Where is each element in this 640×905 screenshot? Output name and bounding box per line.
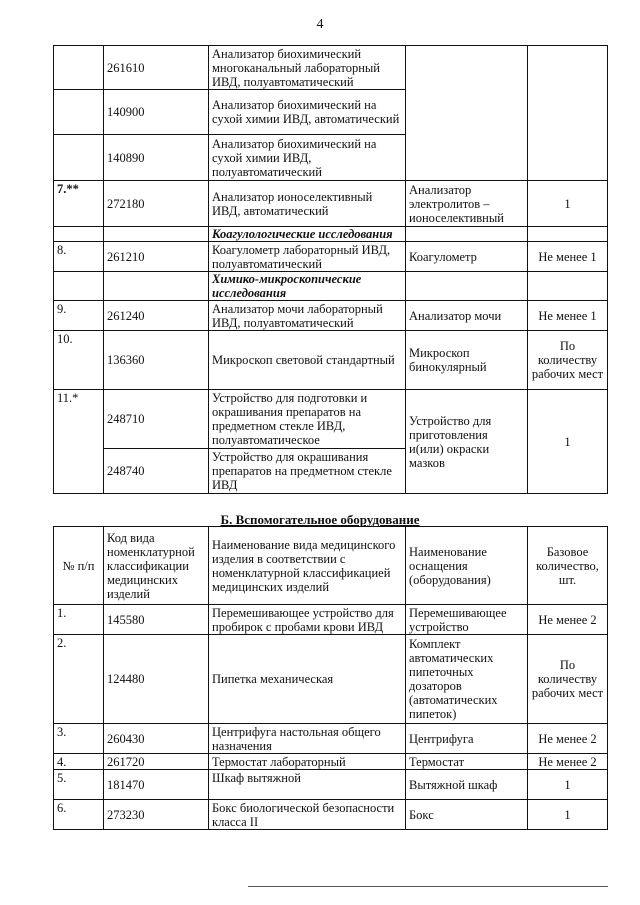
equipment-cell: Вытяжной шкаф <box>406 770 528 800</box>
table-row <box>54 635 608 724</box>
table-row <box>54 605 608 635</box>
code-cell: 124480 <box>104 635 209 724</box>
code-cell: 140900 <box>104 90 209 135</box>
code-cell: 273230 <box>104 800 209 830</box>
quantity-cell: Не менее 2 <box>528 724 608 754</box>
code-cell: 136360 <box>104 331 209 390</box>
code-cell: 181470 <box>104 770 209 800</box>
equipment-cell: Перемешивающее устройство <box>406 605 528 635</box>
code-cell: 248710 <box>104 390 209 449</box>
equipment-cell: Бокс <box>406 800 528 830</box>
device-name-cell: Термостат лабораторный <box>209 754 406 770</box>
section-heading: Химико-микроскопические исследования <box>209 272 406 301</box>
row-number: 5. <box>54 770 104 800</box>
header-equipment: Наименование оснащения (оборудования) <box>406 527 528 605</box>
table-row <box>54 46 608 90</box>
row-number: 11.* <box>54 390 104 494</box>
row-number: 2. <box>54 635 104 724</box>
table-header-row <box>54 527 608 605</box>
footer-divider <box>248 886 608 887</box>
quantity-cell: По количеству рабочих мест <box>528 635 608 724</box>
header-device-name: Наименование вида медицинского изделия в соответствии с номенклатурной классификацией медицинских изделий <box>209 527 406 605</box>
section-row <box>54 227 608 242</box>
equipment-table-b <box>53 526 608 830</box>
section-heading: Коагулологические исследования <box>209 227 406 242</box>
row-number <box>54 46 104 90</box>
equipment-cell: Коагулометр <box>406 242 528 272</box>
row-number: 3. <box>54 724 104 754</box>
section-row <box>54 272 608 301</box>
equipment-cell: Анализатор мочи <box>406 301 528 331</box>
device-name-cell: Анализатор биохимический на сухой химии ИВД, автоматический <box>209 90 406 135</box>
equipment-cell: Комплект автоматических пипеточных дозаторов (автоматических пипеток) <box>406 635 528 724</box>
device-name-cell: Бокс биологической безопасности класса II <box>209 800 406 830</box>
code-cell: 261610 <box>104 46 209 90</box>
header-code: Код вида номенклатурной классификации медицинских изделий <box>104 527 209 605</box>
device-name-cell: Центрифуга настольная общего назначения <box>209 724 406 754</box>
quantity-cell: Не менее 1 <box>528 301 608 331</box>
quantity-cell: 1 <box>528 770 608 800</box>
row-number: 8. <box>54 242 104 272</box>
quantity-cell: 1 <box>528 390 608 494</box>
device-name-cell: Анализатор биохимический на сухой химии ИВД, полуавтоматический <box>209 135 406 181</box>
device-name-cell: Анализатор ионоселективный ИВД, автоматический <box>209 181 406 227</box>
device-name-cell: Перемешивающее устройство для пробирок с пробами крови ИВД <box>209 605 406 635</box>
quantity-cell: По количеству рабочих мест <box>528 331 608 390</box>
code-cell: 261240 <box>104 301 209 331</box>
equipment-table-a <box>53 45 608 494</box>
code-cell: 260430 <box>104 724 209 754</box>
equipment-cell <box>406 46 528 181</box>
quantity-cell: Не менее 2 <box>528 754 608 770</box>
table-row <box>54 800 608 830</box>
equipment-cell: Устройство для приготовления и(или) окраски мазков <box>406 390 528 494</box>
quantity-cell: 1 <box>528 181 608 227</box>
section-b-title: Б. Вспомогательное оборудование <box>220 512 420 527</box>
table-row <box>54 390 608 449</box>
device-name-cell: Анализатор биохимический многоканальный лабораторный ИВД, полуавтоматический <box>209 46 406 90</box>
quantity-cell: 1 <box>528 800 608 830</box>
row-number: 1. <box>54 605 104 635</box>
device-name-cell: Микроскоп световой стандартный <box>209 331 406 390</box>
table-row <box>54 754 608 770</box>
table-row <box>54 331 608 390</box>
code-cell: 261210 <box>104 242 209 272</box>
device-name-cell: Шкаф вытяжной <box>209 770 406 800</box>
code-cell: 272180 <box>104 181 209 227</box>
code-cell: 140890 <box>104 135 209 181</box>
row-number: 6. <box>54 800 104 830</box>
code-cell: 248740 <box>104 449 209 494</box>
header-quantity: Базовое количество, шт. <box>528 527 608 605</box>
page-number: 4 <box>316 17 324 32</box>
row-number <box>54 90 104 135</box>
device-name-cell: Коагулометр лабораторный ИВД, полуавтоматический <box>209 242 406 272</box>
table-row <box>54 242 608 272</box>
device-name-cell: Пипетка механическая <box>209 635 406 724</box>
table-row <box>54 724 608 754</box>
row-number: 9. <box>54 301 104 331</box>
table-row <box>54 770 608 800</box>
quantity-cell <box>528 46 608 181</box>
device-name-cell: Устройство для подготовки и окрашивания препаратов на предметном стекле ИВД, полуавтоматическое <box>209 390 406 449</box>
code-cell: 261720 <box>104 754 209 770</box>
device-name-cell: Анализатор мочи лабораторный ИВД, полуавтоматический <box>209 301 406 331</box>
table-row <box>54 301 608 331</box>
equipment-cell: Термостат <box>406 754 528 770</box>
quantity-cell: Не менее 2 <box>528 605 608 635</box>
code-cell: 145580 <box>104 605 209 635</box>
header-number: № п/п <box>54 527 104 605</box>
table-row <box>54 181 608 227</box>
row-number <box>54 135 104 181</box>
row-number: 10. <box>54 331 104 390</box>
quantity-cell: Не менее 1 <box>528 242 608 272</box>
equipment-cell: Анализатор электролитов – ионоселективный <box>406 181 528 227</box>
device-name-cell: Устройство для окрашивания препаратов на предметном стекле ИВД <box>209 449 406 494</box>
row-number: 7.** <box>54 181 104 227</box>
equipment-cell: Центрифуга <box>406 724 528 754</box>
equipment-cell: Микроскоп бинокулярный <box>406 331 528 390</box>
row-number: 4. <box>54 754 104 770</box>
